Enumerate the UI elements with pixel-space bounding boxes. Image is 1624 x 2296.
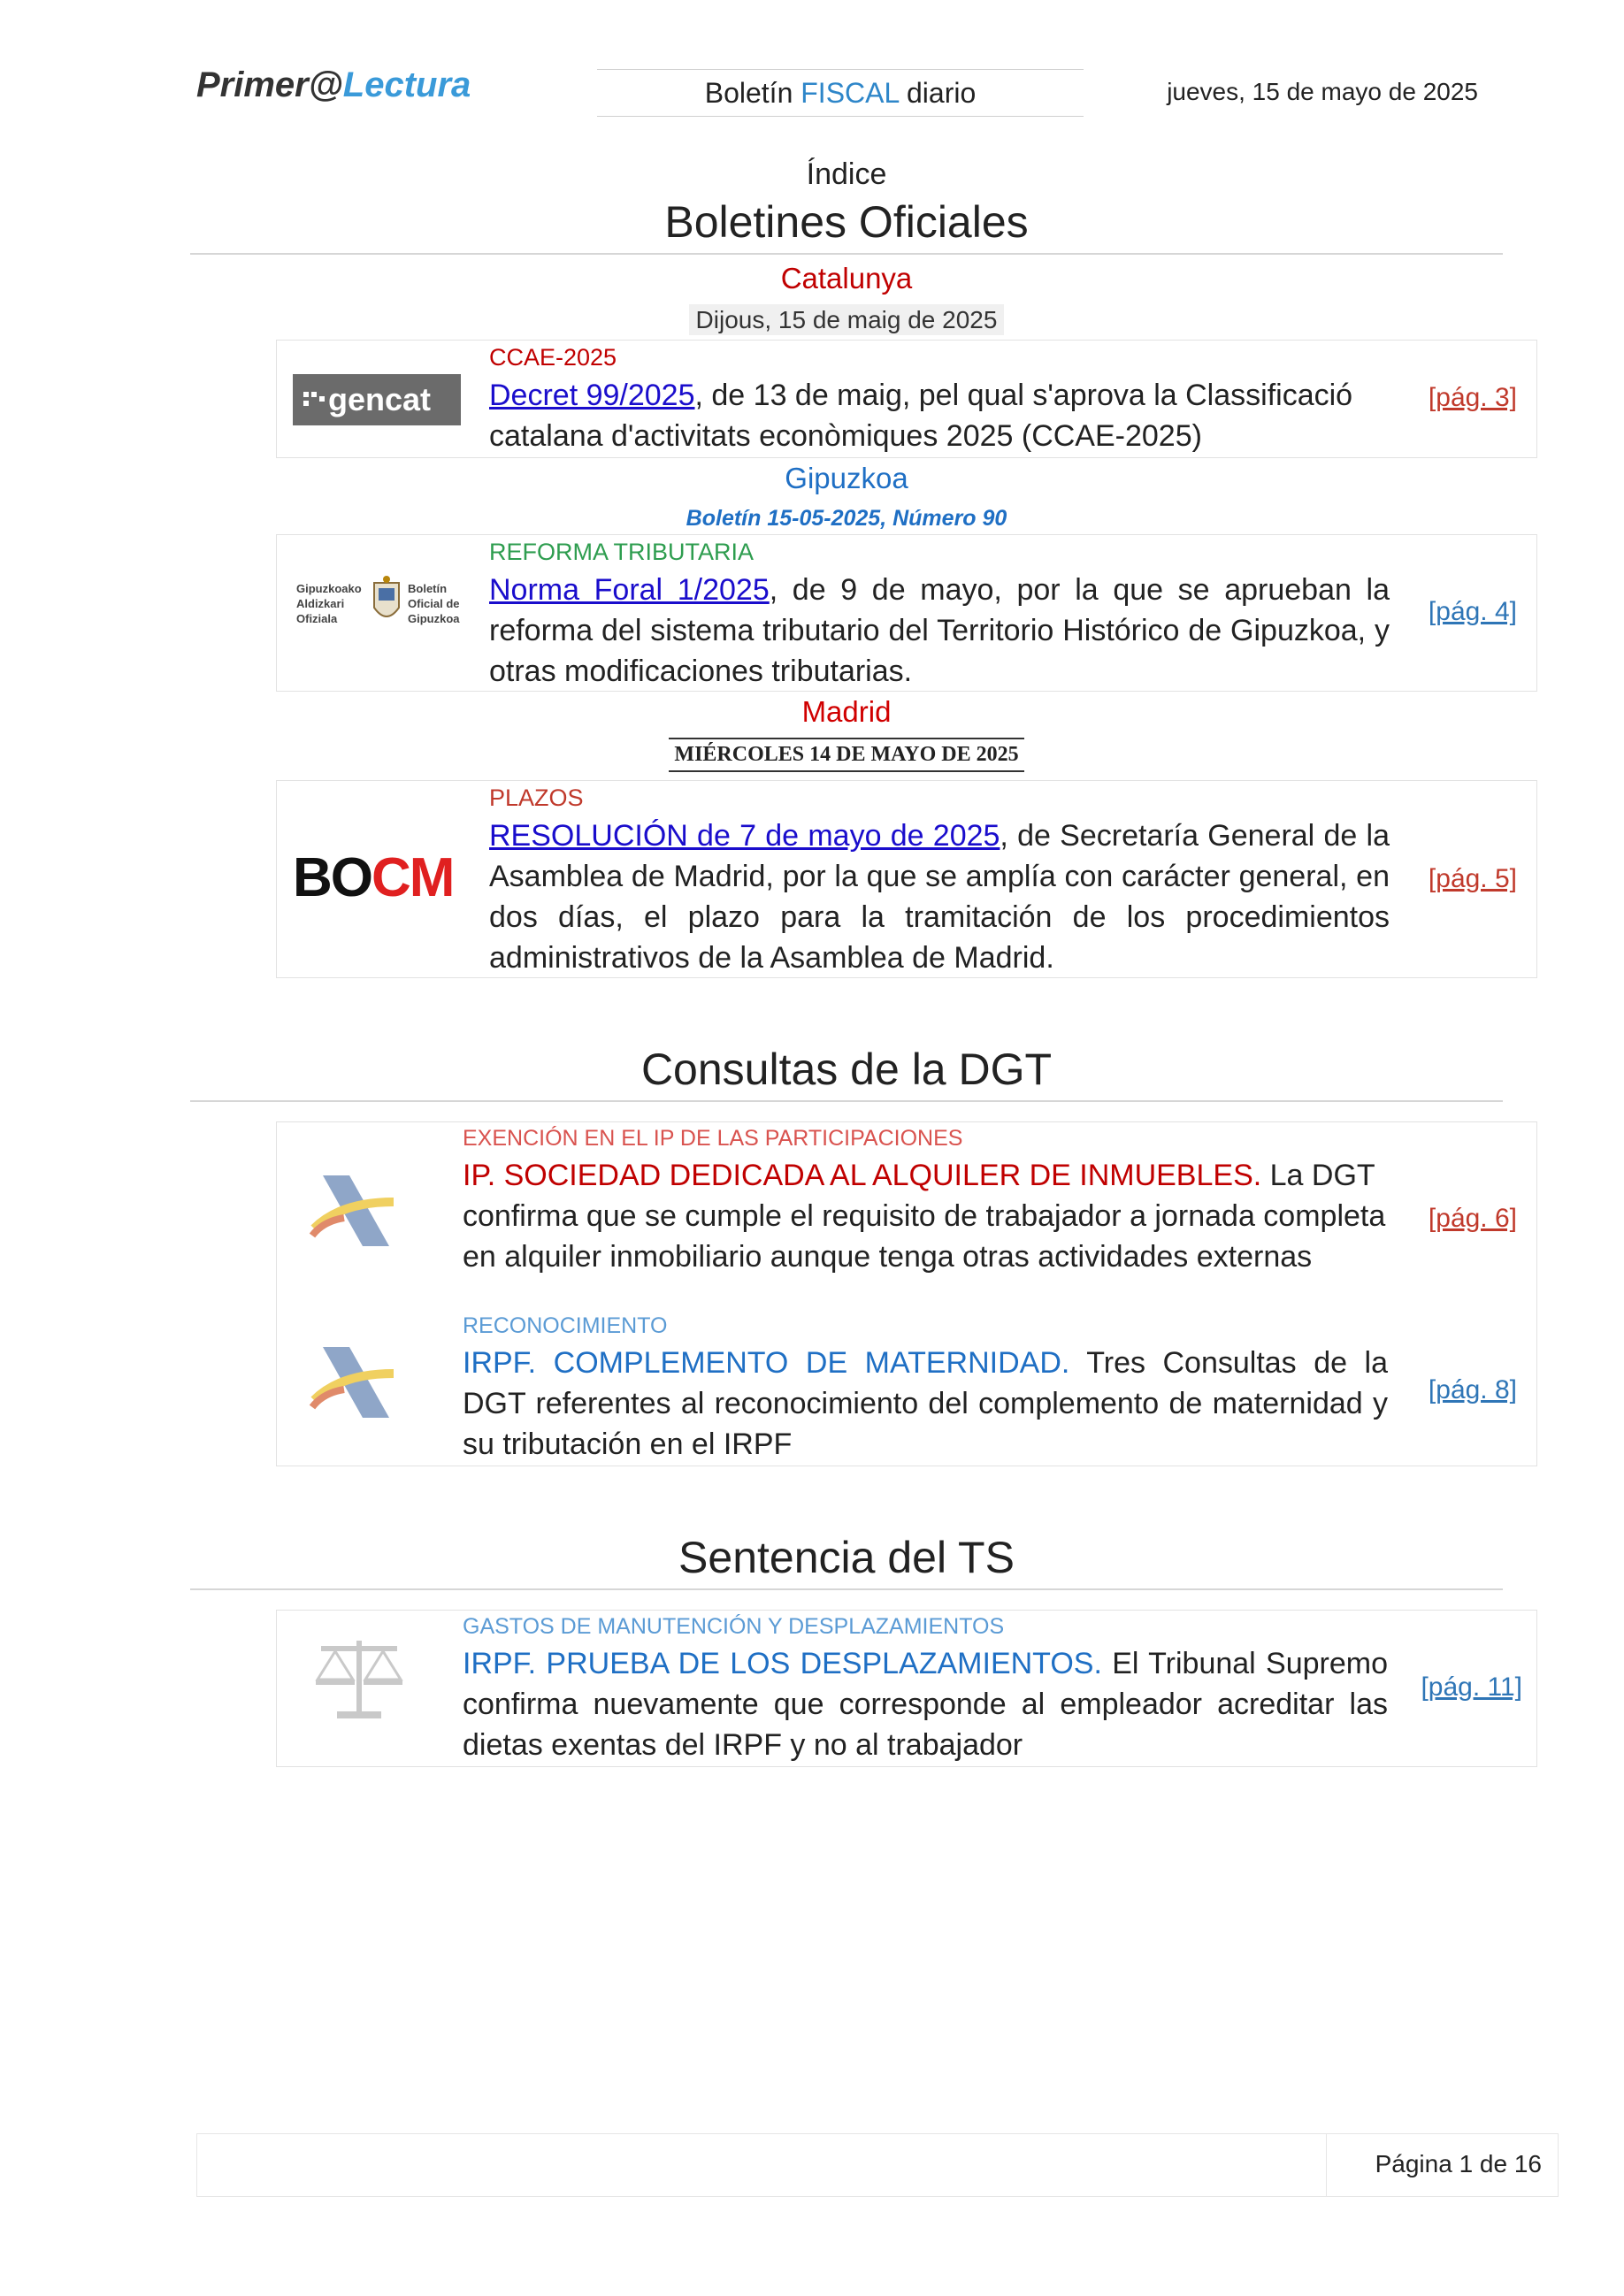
gencat-logo-text: gencat — [328, 381, 432, 417]
gipuzkoa-logo-left — [296, 581, 362, 626]
sentencia-content — [463, 1614, 1388, 1765]
sentencia-text — [463, 1643, 1388, 1765]
card-sentencia — [276, 1610, 1537, 1767]
brand-part2: Lectura — [342, 65, 471, 104]
logo-right-3: Gipuzkoa — [408, 612, 460, 625]
gencat-logo — [293, 374, 461, 425]
text-madrid — [489, 815, 1390, 978]
card-gipuzkoa — [276, 534, 1537, 692]
page-link-6[interactable]: [pág. 6] — [1428, 1204, 1517, 1233]
page-footer — [196, 2133, 1559, 2197]
bocm-logo-bo: BO — [293, 847, 372, 908]
page-link-5[interactable]: [pág. 5] — [1428, 864, 1517, 893]
page-link-4[interactable]: [pág. 4] — [1428, 597, 1517, 626]
logo-left-3: Ofiziala — [296, 612, 338, 625]
card-madrid — [276, 780, 1537, 978]
card-consultas — [276, 1121, 1537, 1466]
logo-left-2: Aldizkari — [296, 597, 345, 610]
desc-madrid: , de Secretaría General de la Asamblea de Madrid, por la que se amplía con carácter general, en dos días, el plazo para la tramitación de los procedimientos administrativos de la Asamblea de Madrid. — [489, 819, 1390, 975]
page-link-11[interactable]: [pág. 11] — [1421, 1672, 1522, 1702]
logo-right-2: Oficial de — [408, 597, 460, 610]
section-title-sentencia: Sentencia del TS — [190, 1532, 1503, 1590]
region-madrid: Madrid — [801, 695, 892, 728]
date-gipuzkoa: Boletín 15-05-2025, Número 90 — [686, 506, 1007, 531]
consulta-1-desc: La DGT confirma que se cumple el requisito de trabajador a jornada completa en alquiler inmobiliario aunque tenga otras actividades externas — [463, 1159, 1386, 1274]
text-gipuzkoa — [489, 570, 1390, 692]
category-catalunya: CCAE-2025 — [489, 344, 617, 371]
page-link-8[interactable]: [pág. 8] — [1428, 1375, 1517, 1404]
region-catalunya: Catalunya — [780, 262, 913, 295]
page-link-3[interactable]: [pág. 3] — [1428, 383, 1517, 412]
aeat-logo-icon — [305, 1167, 402, 1255]
logo-right-1: Boletín — [408, 582, 448, 595]
brand-logo — [196, 65, 471, 105]
consulta-2-headline[interactable]: IRPF. COMPLEMENTO DE MATERNIDAD. — [463, 1346, 1070, 1380]
category-gipuzkoa: REFORMA TRIBUTARIA — [489, 539, 755, 565]
consulta-1-category: EXENCIÓN EN EL IP DE LAS PARTICIPACIONES — [463, 1126, 963, 1151]
scales-of-justice-icon — [310, 1628, 408, 1726]
date-catalunya-text: Dijous, 15 de maig de 2025 — [689, 304, 1005, 335]
index-label: Índice — [806, 157, 887, 191]
consulta-2-category: RECONOCIMIENTO — [463, 1313, 668, 1338]
sentencia-headline[interactable]: IRPF. PRUEBA DE LOS DESPLAZAMIENTOS. — [463, 1647, 1102, 1680]
date-catalunya — [190, 306, 1503, 334]
logo-left-1: Gipuzkoako — [296, 582, 362, 595]
text-catalunya — [489, 375, 1390, 456]
date-madrid — [190, 738, 1503, 772]
brand-part1: Primer — [196, 65, 309, 104]
link-decret[interactable]: Decret 99/2025 — [489, 379, 695, 412]
consulta-2-text — [463, 1343, 1388, 1465]
consulta-1-text — [463, 1155, 1388, 1277]
consulta-1 — [463, 1126, 1388, 1277]
brand-at: @ — [308, 65, 343, 104]
sentencia-category: GASTOS DE MANUTENCIÓN Y DESPLAZAMIENTOS — [463, 1614, 1005, 1639]
header-date: jueves, 15 de mayo de 2025 — [1167, 78, 1478, 105]
sentencia-desc: El Tribunal Supremo confirma nuevamente que corresponde al empleador acreditar las dietas exentas del IRPF y no al trabajador — [463, 1647, 1388, 1762]
title-fiscal: FISCAL — [801, 77, 900, 109]
consulta-2 — [463, 1313, 1388, 1465]
gipuzkoa-logo-right — [408, 581, 460, 626]
coat-of-arms-icon — [371, 576, 402, 627]
region-gipuzkoa: Gipuzkoa — [785, 462, 908, 494]
bocm-logo — [293, 847, 454, 908]
consulta-2-desc: Tres Consultas de la DGT referentes al reconocimiento del complemento de maternidad y su tributación en el IRPF — [463, 1346, 1388, 1461]
consulta-1-headline[interactable]: IP. SOCIEDAD DEDICADA AL ALQUILER DE INMUEBLES. — [463, 1159, 1262, 1192]
section-title-boletines: Boletines Oficiales — [190, 196, 1503, 255]
section-title-consultas: Consultas de la DGT — [190, 1044, 1503, 1102]
page-number: Página 1 de 16 — [1375, 2150, 1542, 2177]
content-catalunya — [489, 344, 1390, 456]
card-catalunya — [276, 340, 1537, 458]
content-madrid — [489, 784, 1390, 978]
aeat-logo-icon — [305, 1338, 402, 1427]
category-madrid: PLAZOS — [489, 784, 584, 811]
bocm-logo-cm: CM — [372, 847, 454, 908]
bulletin-title — [597, 69, 1084, 117]
link-norma-foral[interactable]: Norma Foral 1/2025 — [489, 573, 770, 607]
gipuzkoa-logo — [296, 576, 473, 650]
link-resolucion[interactable]: RESOLUCIÓN de 7 de mayo de 2025 — [489, 819, 1000, 853]
content-gipuzkoa — [489, 539, 1390, 692]
footer-divider — [1326, 2134, 1327, 2196]
date-madrid-text: MIÉRCOLES 14 DE MAYO DE 2025 — [669, 738, 1023, 772]
title-post: diario — [899, 77, 977, 109]
title-pre: Boletín — [704, 77, 801, 109]
desc-catalunya: , de 13 de maig, pel qual s'aprova la Classificació catalana d'activitats econòmiques 2025 (CCAE-2025) — [489, 379, 1353, 453]
desc-gipuzkoa: , de 9 de mayo, por la que se aprueban la reforma del sistema tributario del Territorio Histórico de Gipuzkoa, y otras modificaciones tributarias. — [489, 573, 1390, 688]
